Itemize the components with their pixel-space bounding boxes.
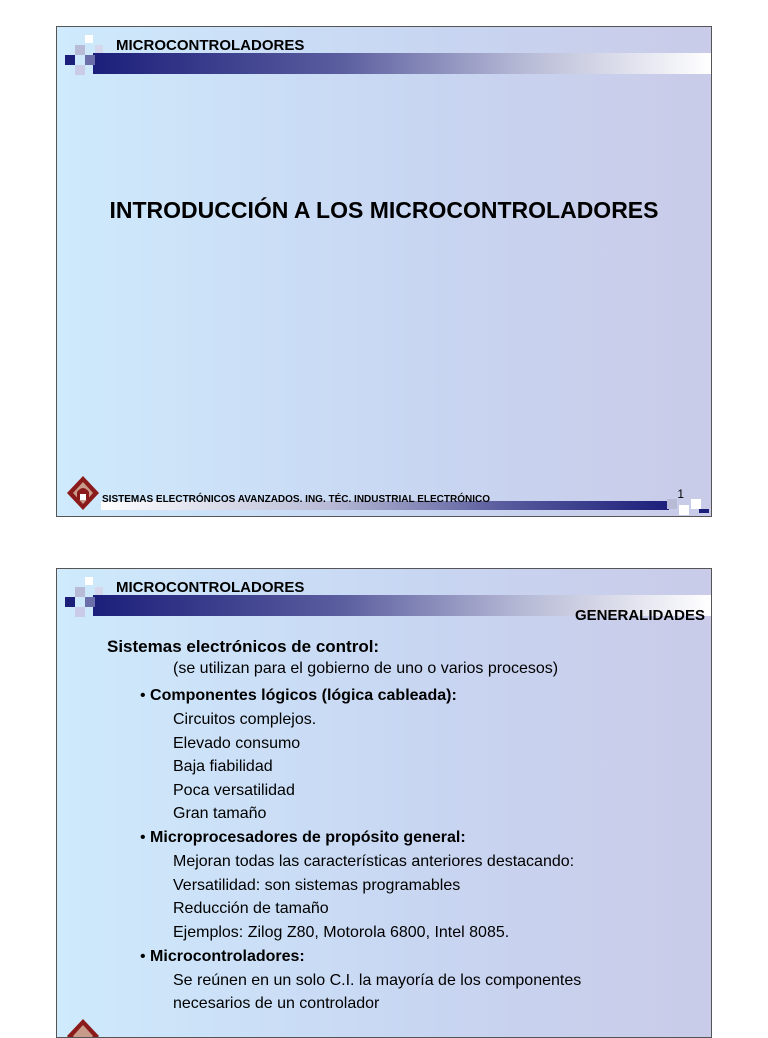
content-heading: Sistemas electrónicos de control: [107, 637, 380, 656]
header-band [93, 53, 711, 74]
footer-squares-decoration [661, 497, 711, 517]
list-item: Elevado consumo [173, 735, 301, 752]
slide-footer: SISTEMAS ELECTRÓNICOS AVANZADOS. ING. TÉC. INDUSTRIAL ELECTRÓNICO [102, 494, 490, 505]
list-item: Gran tamaño [173, 805, 267, 822]
slide-header: MICROCONTROLADORES [116, 37, 305, 54]
list-item: Reducción de tamaño [173, 900, 329, 917]
list-item: Baja fiabilidad [173, 758, 273, 775]
university-logo-icon [65, 474, 101, 512]
bullet-item: • Microprocesadores de propósito general: [140, 829, 466, 846]
slide-2 [56, 568, 712, 1038]
list-item: Mejoran todas las características anteriores destacando: [173, 853, 575, 870]
header-squares-decoration [57, 27, 117, 87]
slide-1 [56, 26, 712, 517]
list-item: Versatilidad: son sistemas programables [173, 877, 461, 894]
list-item: Poca versatilidad [173, 782, 295, 799]
slide-header: MICROCONTROLADORES [116, 579, 305, 596]
list-item: Ejemplos: Zilog Z80, Motorola 6800, Intel 8085. [173, 924, 510, 941]
university-logo-icon [65, 1017, 101, 1038]
page-number: 1 [677, 487, 684, 501]
list-item: necesarios de un controlador [173, 995, 380, 1012]
list-item: Circuitos complejos. [173, 711, 317, 728]
header-squares-decoration [57, 569, 117, 629]
section-title: GENERALIDADES [574, 607, 705, 624]
slide-title: INTRODUCCIÓN A LOS MICROCONTROLADORES [109, 197, 659, 223]
bullet-item: • Microcontroladores: [140, 948, 305, 965]
list-item: Se reúnen en un solo C.I. la mayoría de los componentes [173, 972, 582, 989]
content-subheading: (se utilizan para el gobierno de uno o varios procesos) [173, 660, 559, 677]
bullet-item: • Componentes lógicos (lógica cableada): [140, 687, 457, 704]
